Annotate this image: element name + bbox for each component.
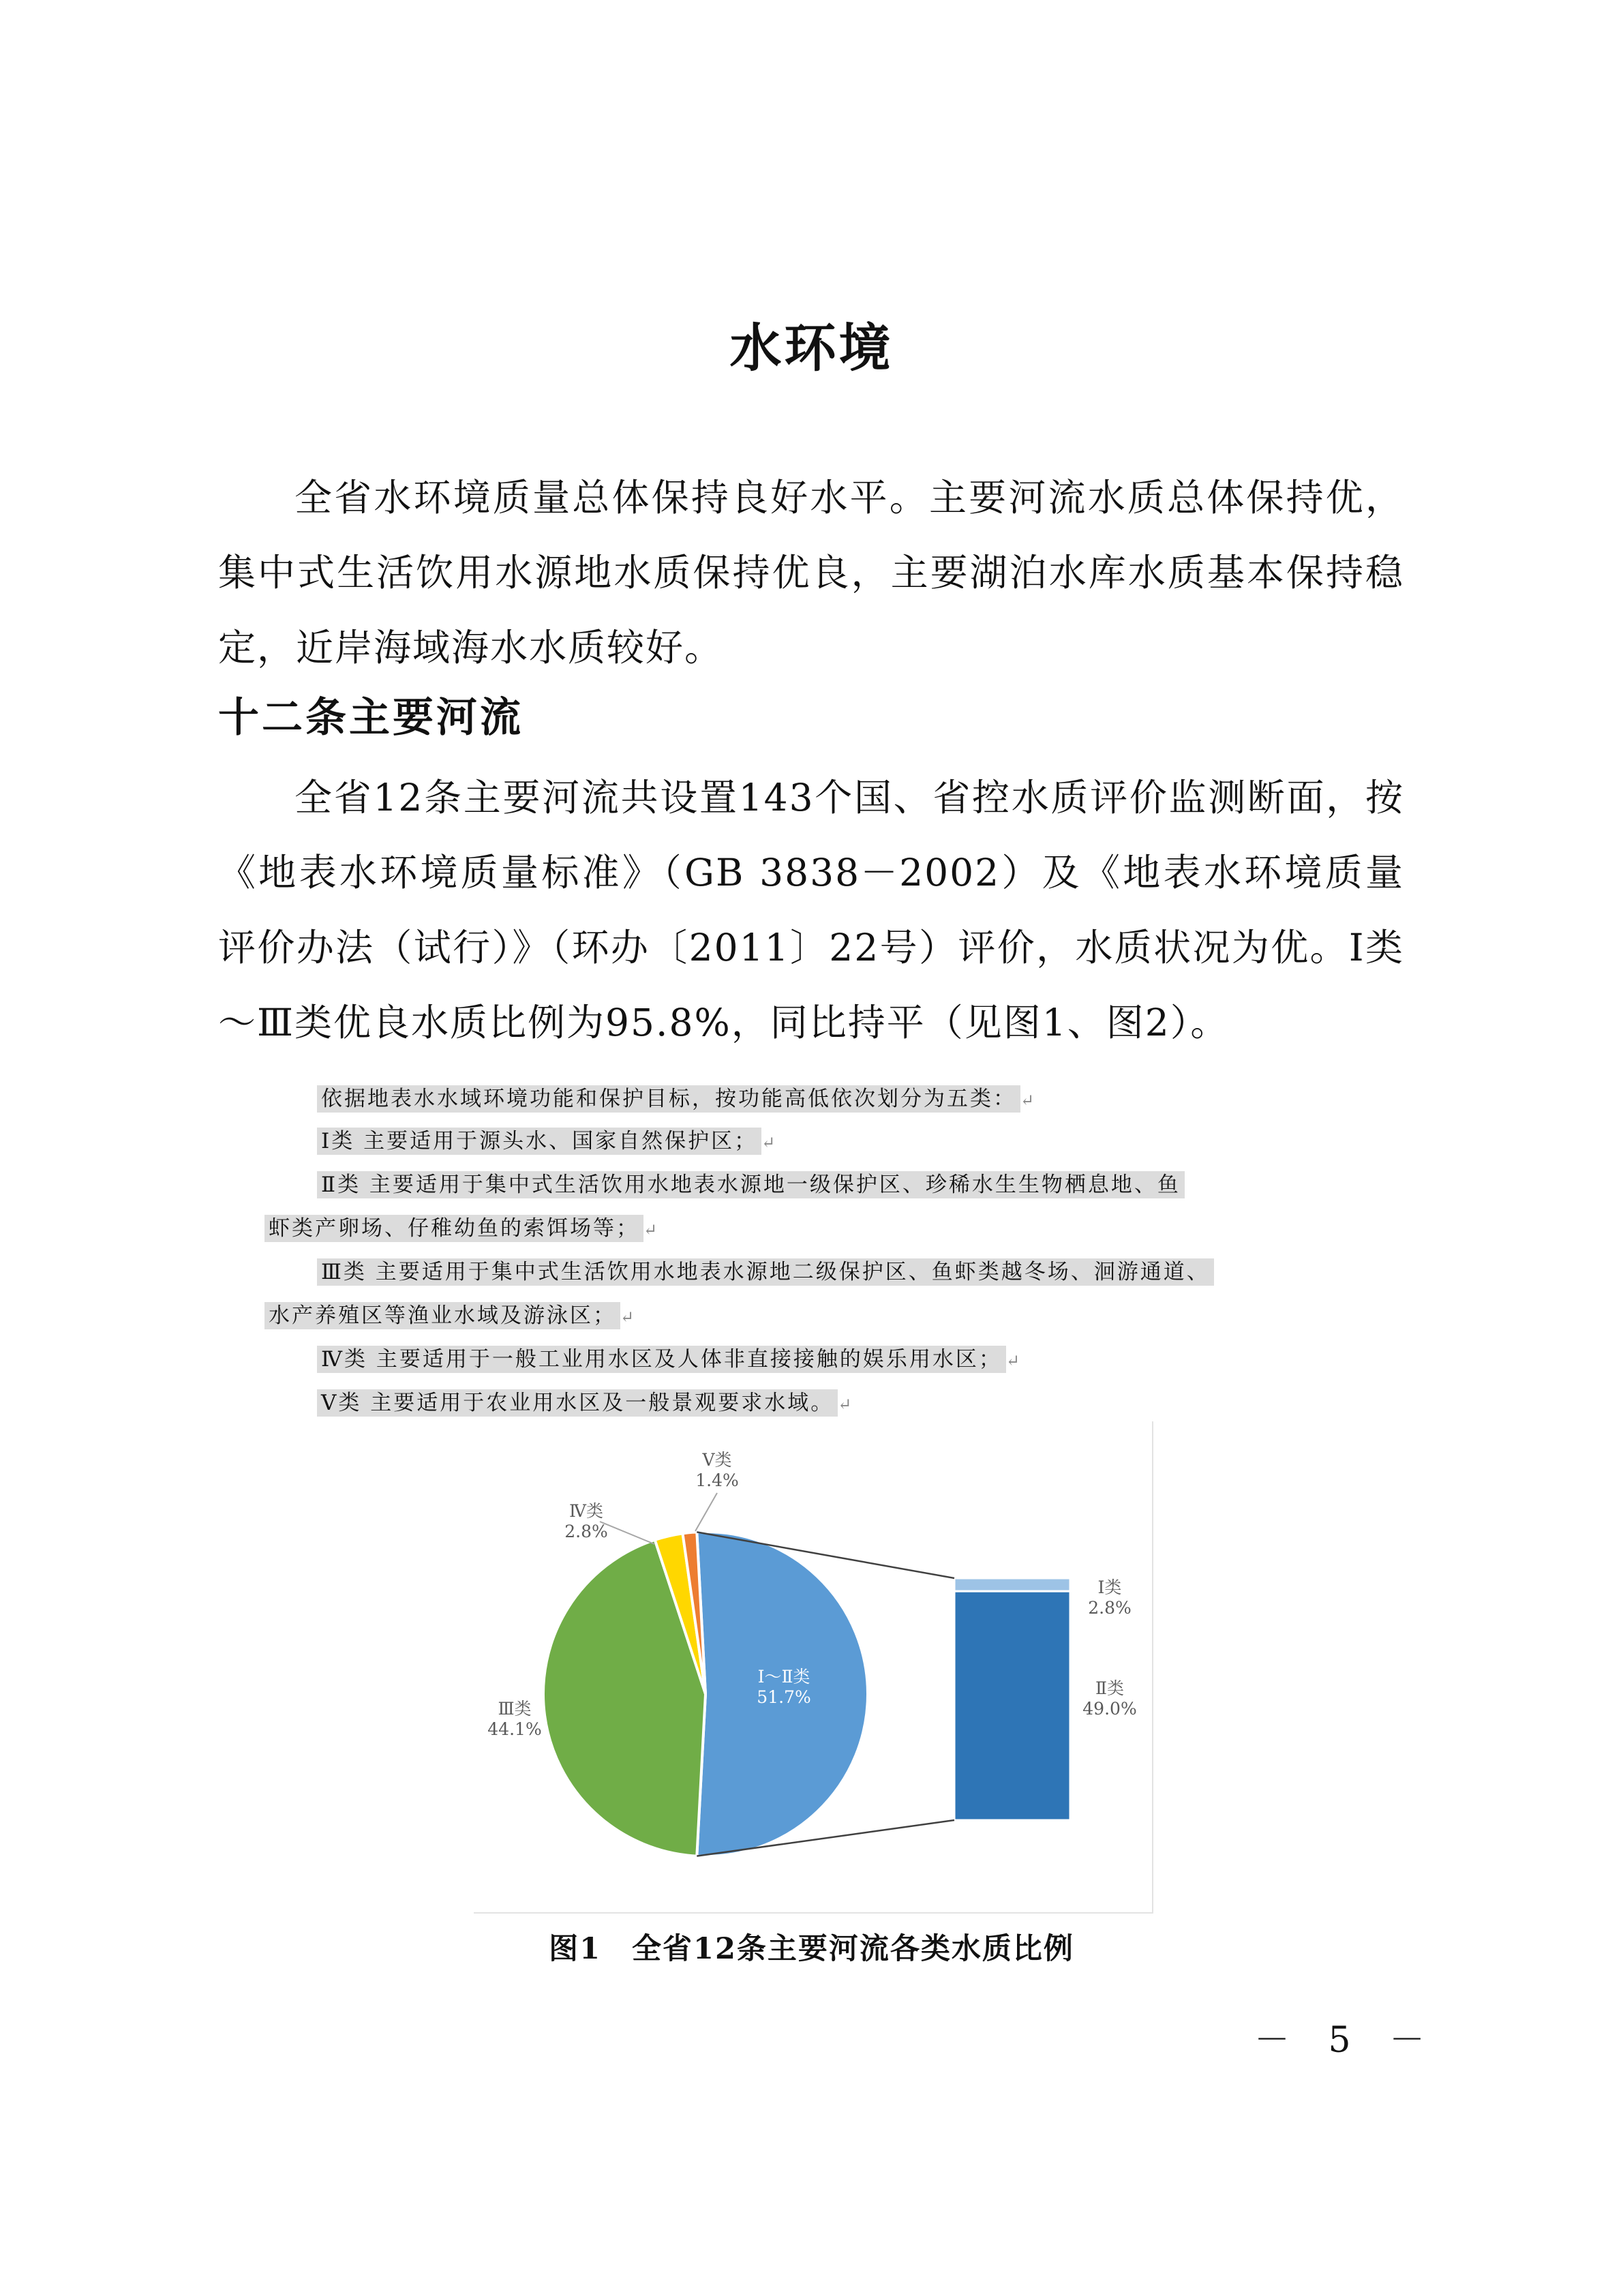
section-paragraph: 全省12条主要河流共设置143个国、省控水质评价监测断面，按《地表水环境质量标准》（GB 3838－2002）及《地表水环境质量评价办法（试行）》（环办〔2011〕22号）评价，水质状况为优。Ⅰ类～Ⅲ类优良水质比例为95.8%，同比持平（见图1、图2）。 (218, 776, 1404, 1044)
note-text: 水产养殖区等渔业水域及游泳区； (264, 1302, 620, 1329)
note-text: Ⅲ类 主要适用于集中式生活饮用水地表水源地二级保护区、鱼虾类越冬场、洄游通道、 (317, 1258, 1214, 1286)
breakout-segment (954, 1591, 1070, 1820)
return-mark: ↵ (838, 1395, 854, 1414)
leader-line (695, 1493, 717, 1531)
return-mark: ↵ (620, 1308, 637, 1327)
slice-name-label: Ⅰ～Ⅱ类 (757, 1667, 810, 1687)
note-text: Ⅴ类 主要适用于农业用水区及一般景观要求水域。 (317, 1389, 838, 1417)
return-mark: ↵ (761, 1133, 778, 1152)
breakout-name-label: Ⅰ类 (1097, 1577, 1122, 1597)
slice-value-label: 1.4% (695, 1470, 739, 1490)
slice-name-label: Ⅲ类 (498, 1699, 532, 1719)
breakout-name-label: Ⅱ类 (1095, 1678, 1124, 1698)
return-mark: ↵ (1020, 1091, 1037, 1110)
figure-caption: 图1 全省12条主要河流各类水质比例 (549, 1932, 1074, 1966)
breakout-value-label: 2.8% (1088, 1598, 1132, 1618)
intro-paragraph: 全省水环境质量总体保持良好水平。主要河流水质总体保持优，集中式生活饮用水源地水质保持优良，主要湖泊水库水质基本保持稳定，近岸海域海水水质较好。 (218, 476, 1404, 669)
note-text: 依据地表水水域环境功能和保护目标，按功能高低依次划分为五类： (317, 1085, 1020, 1113)
leader-line (600, 1522, 654, 1544)
note-text: 虾类产卵场、仔稚幼鱼的索饵场等； (264, 1215, 643, 1242)
note-text: Ⅳ类 主要适用于一般工业用水区及人体非直接接触的娱乐用水区； (317, 1346, 1006, 1373)
section-heading: 十二条主要河流 (218, 694, 524, 742)
breakout-value-label: 49.0% (1082, 1699, 1137, 1719)
slice-value-label: 2.8% (564, 1522, 608, 1541)
note-text: Ⅰ类 主要适用于源头水、国家自然保护区； (317, 1128, 761, 1155)
page-number: － 5 － (1254, 2020, 1439, 2061)
return-mark: ↵ (1005, 1351, 1022, 1370)
breakout-segment (954, 1578, 1070, 1591)
slice-name-label: Ⅳ类 (569, 1501, 603, 1521)
slice-value-label: 51.7% (757, 1687, 811, 1707)
slice-name-label: Ⅴ类 (702, 1450, 732, 1470)
slice-value-label: 44.1% (487, 1719, 542, 1739)
page-title: 水环境 (729, 318, 894, 378)
return-mark: ↵ (643, 1220, 660, 1239)
note-text: Ⅱ类 主要适用于集中式生活饮用水地表水源地一级保护区、珍稀水生生物栖息地、鱼 (317, 1171, 1185, 1198)
